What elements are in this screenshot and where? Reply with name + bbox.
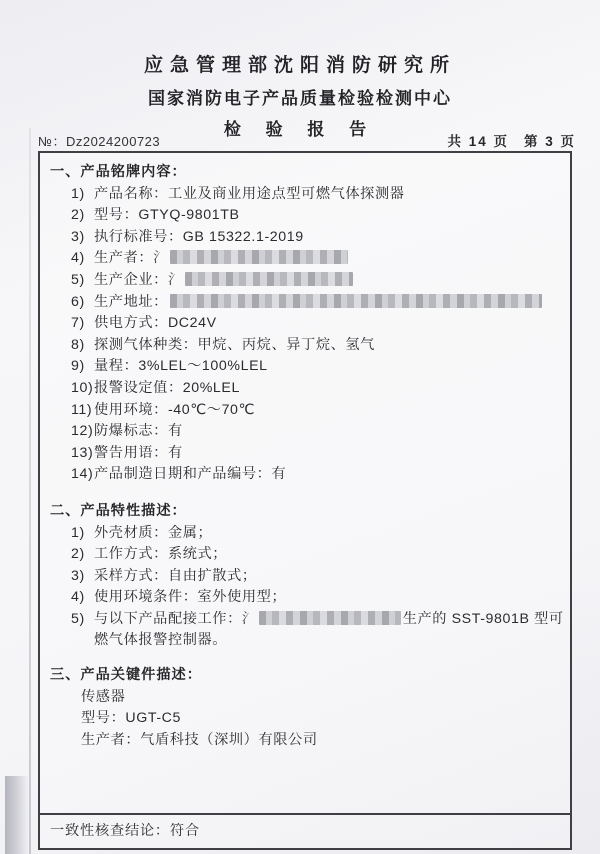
- item-number: 2): [71, 207, 85, 224]
- report-number-label: №：: [38, 134, 66, 149]
- item-label: 生产地址：: [94, 293, 168, 310]
- keypart-producer: [50, 730, 558, 752]
- feature-item-paired-product: [50, 609, 564, 631]
- report-meta-row: [38, 130, 576, 150]
- feature-item-paired-product-wrap: [50, 630, 558, 652]
- item-number: 3): [71, 228, 85, 245]
- page-indicator: [447, 130, 576, 150]
- item-text: 探测气体种类：甲烷、丙烷、异丁烷、氢气: [94, 336, 375, 353]
- section-gap: [50, 486, 558, 501]
- current-page: 第 3 页: [523, 134, 576, 149]
- item-number: 1): [71, 524, 85, 541]
- org-name-line1: 应急管理部沈阳消防研究所: [143, 55, 456, 76]
- keypart-sensor: [50, 687, 558, 709]
- keypart-model: [50, 708, 558, 730]
- conclusion-label: 一致性核查结论：: [50, 822, 170, 839]
- scan-edge-shadow: [5, 776, 29, 854]
- nameplate-item-address: [50, 292, 558, 314]
- nameplate-item-gas-types: [50, 335, 558, 357]
- item-text: 使用环境条件：室外使用型；: [94, 589, 287, 606]
- nameplate-item-producer: [50, 248, 558, 270]
- item-number: 4): [71, 250, 85, 267]
- item-number: 8): [71, 336, 85, 353]
- feature-item-sampling: [50, 566, 558, 588]
- feature-item-work-mode: [50, 544, 558, 566]
- item-text: 生产者：气盾科技（深圳）有限公司: [81, 731, 318, 748]
- item-text: 产品制造日期和产品编号：有: [94, 466, 287, 483]
- nameplate-item-exproof-mark: [50, 421, 558, 443]
- item-text: [94, 609, 564, 631]
- partial-character: 氵: [167, 271, 183, 288]
- report-number-value: Dz2024200723: [65, 134, 161, 149]
- section-1-heading: 一、产品铭牌内容：: [50, 164, 187, 180]
- nameplate-item-alarm-setpoint: [50, 378, 558, 400]
- item-text: 量程：3%LEL～100%LEL: [94, 358, 268, 375]
- total-pages: 共 14 页: [447, 134, 509, 149]
- nameplate-item-environment: [50, 400, 558, 422]
- item-number: 1): [71, 185, 85, 202]
- item-number: 5): [71, 271, 85, 288]
- item-text: [94, 248, 558, 270]
- item-text-suffix: 生产的 SST-9801B 型可: [402, 610, 564, 627]
- nameplate-item-date-serial: [50, 464, 558, 486]
- item-text: 传感器: [81, 688, 126, 705]
- report-title: 检 验 报 告: [223, 120, 377, 139]
- item-text: 型号：UGT-C5: [81, 710, 181, 727]
- item-number: 2): [71, 546, 85, 563]
- redacted-text-block: [170, 250, 348, 264]
- nameplate-item-power: [50, 313, 558, 335]
- org-name-line2: 国家消防电子产品质量检验检测中心: [148, 89, 452, 108]
- item-text: 产品名称：工业及商业用途点型可燃气体探测器: [94, 185, 405, 202]
- item-number: 11): [71, 401, 93, 418]
- feature-item-shell: [50, 523, 558, 545]
- item-text: 报警设定值：20%LEL: [94, 379, 240, 396]
- section-3-heading: 三、产品关键件描述：: [50, 667, 202, 684]
- feature-item-env-condition: [50, 587, 558, 609]
- item-number: 5): [71, 610, 85, 627]
- item-text: 警告用语：有: [94, 444, 183, 461]
- consistency-conclusion-row: [40, 813, 570, 848]
- item-text: 防爆标志：有: [94, 423, 183, 440]
- item-text: 外壳材质：金属；: [94, 524, 213, 541]
- nameplate-item-manufacturer: [50, 270, 558, 292]
- nameplate-item-warning-text: [50, 443, 558, 465]
- item-text: 采样方式：自由扩散式；: [94, 567, 257, 584]
- report-body-box: [38, 151, 572, 850]
- item-number: 10): [71, 379, 94, 396]
- item-number: 6): [71, 293, 85, 310]
- item-number: 14): [71, 466, 94, 483]
- item-label: 生产企业：: [94, 271, 168, 288]
- report-header: [0, 50, 600, 140]
- item-label: 生产者：: [94, 250, 154, 267]
- partial-character: 氵: [153, 250, 168, 267]
- item-text: [94, 292, 558, 314]
- item-number: 4): [71, 589, 85, 606]
- item-text: 燃气体报警控制器。: [94, 632, 228, 649]
- redacted-text-block: [185, 272, 353, 286]
- section-gap: [50, 652, 558, 665]
- item-text: [94, 270, 558, 292]
- section-2-heading: 二、产品特性描述：: [50, 502, 187, 519]
- item-number: 9): [71, 358, 85, 375]
- nameplate-item-model: [50, 205, 558, 227]
- item-number: 13): [71, 444, 94, 461]
- conclusion-value: 符合: [169, 822, 200, 839]
- nameplate-item-range: [50, 356, 558, 378]
- item-text: 使用环境：-40℃～70℃: [94, 401, 256, 418]
- item-text: 工作方式：系统式；: [94, 546, 228, 563]
- nameplate-item-standard: [50, 227, 558, 249]
- item-number: 12): [71, 423, 94, 440]
- item-number: 7): [71, 315, 85, 332]
- item-label: 与以下产品配接工作：: [94, 610, 242, 627]
- partial-character: 氵: [241, 610, 257, 627]
- item-number: 3): [71, 567, 85, 584]
- scan-page-edge-line: [29, 128, 31, 854]
- report-number: [38, 131, 160, 150]
- item-text: 供电方式：DC24V: [94, 315, 217, 332]
- redacted-text-block: [170, 294, 542, 308]
- item-text: 执行标准号：GB 15322.1-2019: [94, 228, 304, 245]
- item-text: 型号：GTYQ-9801TB: [94, 207, 240, 224]
- nameplate-item-product-name: [50, 184, 558, 206]
- redacted-text-block: [259, 611, 401, 625]
